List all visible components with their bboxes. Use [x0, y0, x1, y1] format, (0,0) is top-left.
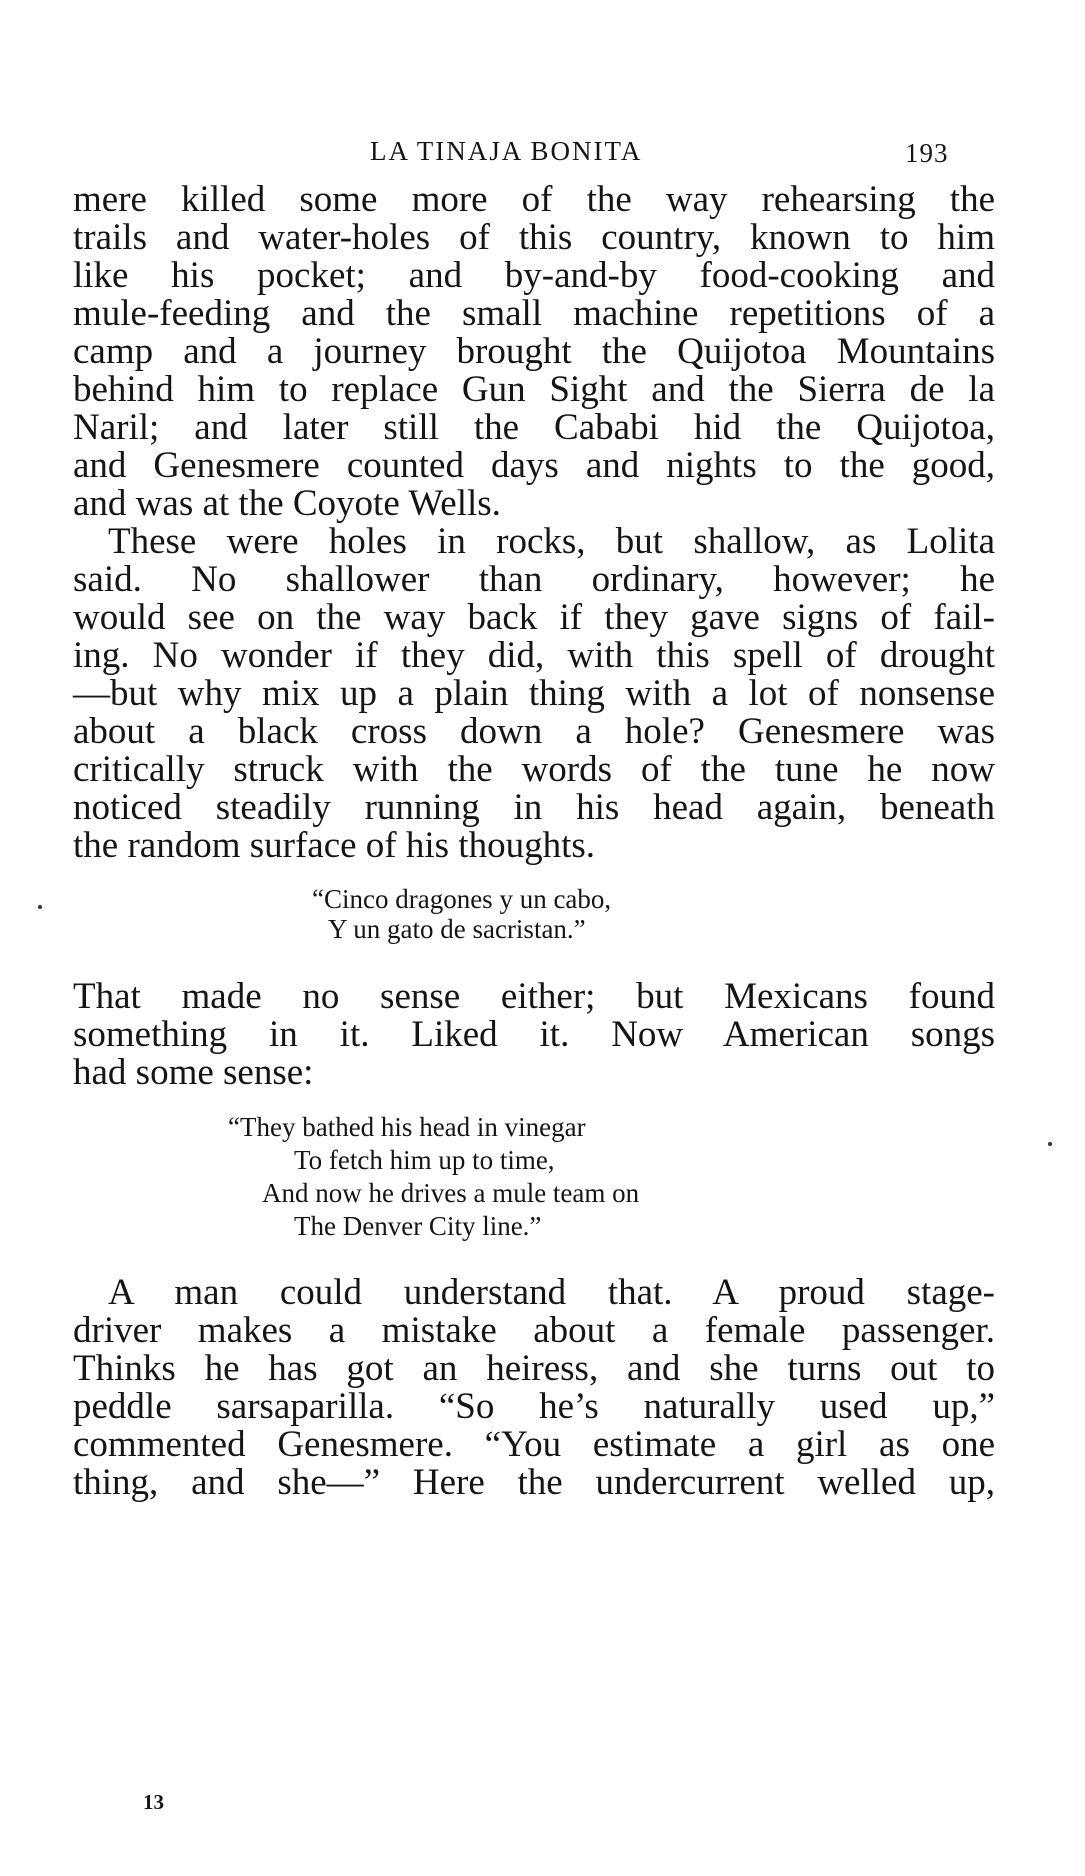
- paragraph-3-line-3: had some sense:: [73, 1052, 314, 1093]
- paragraph-4-line-4: peddle sarsaparilla. “So he’s naturally used up,”: [73, 1386, 995, 1427]
- paragraph-1-line-1: mere killed some more of the way rehearsing the: [73, 179, 995, 220]
- paragraph-1-line-6: behind him to replace Gun Sight and the Sierra de la: [73, 369, 995, 410]
- paragraph-4-line-1: A man could understand that. A proud stage-: [108, 1272, 995, 1313]
- scan-speck-mark: [1048, 1142, 1052, 1146]
- verse-2-line-3: And now he drives a mule team on: [262, 1178, 640, 1208]
- paragraph-2-line-3: would see on the way back if they gave signs of fail-: [73, 597, 995, 638]
- paragraph-1-line-3: like his pocket; and by-and-by food-cooking and: [73, 255, 995, 296]
- paragraph-2-line-6: about a black cross down a hole? Genesmere was: [73, 711, 995, 752]
- verse-2-line-4: The Denver City line.”: [294, 1211, 542, 1241]
- verse-1-line-2: Y un gato de sacristan.”: [328, 914, 586, 944]
- signature-mark: 13: [143, 1790, 164, 1814]
- paragraph-2-line-7: critically struck with the words of the tune he now: [73, 749, 995, 790]
- paragraph-3-line-1: That made no sense either; but Mexicans found: [73, 976, 995, 1017]
- page-number: 193: [905, 138, 949, 168]
- paragraph-2-line-9: the random surface of his thoughts.: [73, 825, 595, 866]
- paragraph-1-line-8: and Genesmere counted days and nights to the good,: [73, 445, 995, 486]
- verse-2-line-2: To fetch him up to time,: [294, 1145, 555, 1175]
- paragraph-1-line-5: camp and a journey brought the Quijotoa Mountains: [73, 331, 995, 372]
- verse-2-line-1: “They bathed his head in vinegar: [228, 1112, 586, 1142]
- paragraph-4-line-2: driver makes a mistake about a female passenger.: [73, 1310, 995, 1351]
- paragraph-1-line-7: Naril; and later still the Cababi hid the Quijotoa,: [73, 407, 995, 448]
- paragraph-4-line-5: commented Genesmere. “You estimate a girl as one: [73, 1424, 995, 1465]
- paragraph-1-line-4: mule-feeding and the small machine repetitions of a: [73, 293, 995, 334]
- paragraph-2-line-5: —but why mix up a plain thing with a lot of nonsense: [73, 673, 995, 714]
- paragraph-2-line-1: These were holes in rocks, but shallow, as Lolita: [108, 521, 995, 562]
- running-title: LA TINAJA BONITA: [370, 136, 643, 166]
- paragraph-2-line-2: said. No shallower than ordinary, however; he: [73, 559, 995, 600]
- verse-1-line-1: “Cinco dragones y un cabo,: [312, 884, 612, 914]
- scan-speck-mark: [38, 905, 42, 909]
- paragraph-3-line-2: something in it. Liked it. Now American songs: [73, 1014, 995, 1055]
- paragraph-4-line-3: Thinks he has got an heiress, and she turns out to: [73, 1348, 995, 1389]
- running-head: [0, 136, 1085, 176]
- paragraph-2-line-4: ing. No wonder if they did, with this spell of drought: [73, 635, 995, 676]
- paragraph-1-line-9: and was at the Coyote Wells.: [73, 483, 501, 524]
- paragraph-2-line-8: noticed steadily running in his head again, beneath: [73, 787, 995, 828]
- paragraph-4-line-6: thing, and she—” Here the undercurrent welled up,: [73, 1462, 995, 1503]
- paragraph-1-line-2: trails and water-holes of this country, known to him: [73, 217, 995, 258]
